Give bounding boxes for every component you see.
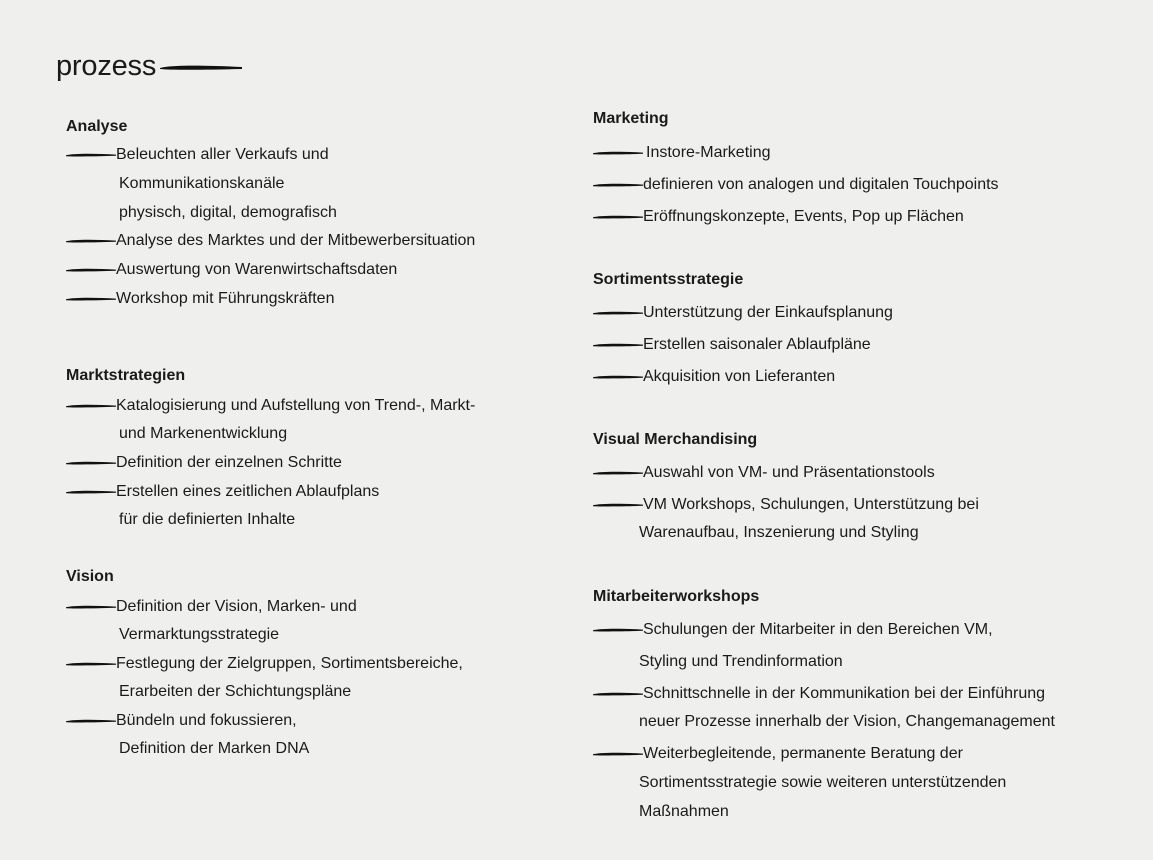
list-bullet-dash (593, 342, 643, 348)
list-bullet-dash (66, 718, 116, 724)
list-item-text: definieren von analogen und digitalen Touchpoints (643, 176, 999, 193)
list-bullet-dash (66, 661, 116, 667)
list-item-text: Weiterbegleitende, permanente Beratung der (643, 745, 963, 762)
list-item-text: Auswertung von Warenwirtschaftsdaten (116, 261, 398, 278)
section-heading: Marketing (593, 110, 669, 127)
list-bullet-dash (66, 267, 116, 273)
list-item-text: Analyse des Marktes und der Mitbewerbersituation (116, 232, 476, 249)
list-bullet-dash (593, 502, 643, 508)
list-bullet-dash (593, 310, 643, 316)
list-item-continuation: neuer Prozesse innerhalb der Vision, Changemanagement (639, 713, 1055, 730)
list-bullet-dash (593, 182, 643, 188)
list-item-continuation: Styling und Trendinformation (639, 653, 843, 670)
list-item-continuation: Kommunikationskanäle (119, 175, 285, 192)
list-item-continuation: Vermarktungsstrategie (119, 626, 280, 643)
list-bullet-dash (66, 238, 116, 244)
list-item-text: Instore-Marketing (646, 144, 771, 161)
list-item-text: Erstellen eines zeitlichen Ablaufplans (116, 483, 380, 500)
list-bullet-dash (66, 489, 116, 495)
list-bullet-dash (66, 460, 116, 466)
section-heading: Marktstrategien (66, 367, 186, 384)
section-heading: Analyse (66, 118, 128, 135)
section-heading: Sortimentsstrategie (593, 271, 744, 288)
list-bullet-dash (66, 403, 116, 409)
list-bullet-dash (593, 470, 643, 476)
list-bullet-dash (593, 374, 643, 380)
list-bullet-dash (66, 296, 116, 302)
list-item-text: Definition der einzelnen Schritte (116, 454, 342, 471)
list-bullet-dash (593, 627, 643, 633)
page-title: prozess (56, 50, 157, 82)
section-heading: Vision (66, 568, 114, 585)
list-item-text: Erstellen saisonaler Ablaufpläne (643, 336, 871, 353)
list-item-text: Workshop mit Führungskräften (116, 290, 335, 307)
list-bullet-dash (66, 604, 116, 610)
list-item-text: Unterstützung der Einkaufsplanung (643, 304, 893, 321)
list-bullet-dash (593, 150, 643, 156)
list-item-continuation: Sortimentsstrategie sowie weiteren unterstützenden (639, 774, 1007, 791)
list-item-text: Festlegung der Zielgruppen, Sortimentsbereiche, (116, 655, 463, 672)
list-item-text: Bündeln und fokussieren, (116, 712, 297, 729)
list-item-text: Definition der Vision, Marken- und (116, 598, 357, 615)
title-dash-stroke (160, 64, 242, 71)
list-item-text: Auswahl von VM- und Präsentationstools (643, 464, 935, 481)
list-item-continuation: Warenaufbau, Inszenierung und Styling (639, 524, 919, 541)
list-item-continuation: physisch, digital, demografisch (119, 204, 337, 221)
list-item-text: Beleuchten aller Verkaufs und (116, 146, 329, 163)
list-item-text: Schulungen der Mitarbeiter in den Bereichen VM, (643, 621, 993, 638)
list-item-continuation: Definition der Marken DNA (119, 740, 310, 757)
list-item-continuation: für die definierten Inhalte (119, 511, 296, 528)
list-item-continuation: Maßnahmen (639, 803, 729, 820)
list-bullet-dash (593, 751, 643, 757)
list-item-text: Akquisition von Lieferanten (643, 368, 836, 385)
list-item-text: VM Workshops, Schulungen, Unterstützung bei (643, 496, 979, 513)
section-heading: Visual Merchandising (593, 431, 758, 448)
list-item-continuation: Erarbeiten der Schichtungspläne (119, 683, 352, 700)
list-item-continuation: und Markenentwicklung (119, 425, 288, 442)
list-bullet-dash (593, 691, 643, 697)
list-item-text: Katalogisierung und Aufstellung von Trend-, Markt- (116, 397, 476, 414)
section-heading: Mitarbeiterworkshops (593, 588, 760, 605)
list-item-text: Schnittschnelle in der Kommunikation bei der Einführung (643, 685, 1046, 702)
list-bullet-dash (593, 214, 643, 220)
list-bullet-dash (66, 152, 116, 158)
list-item-text: Eröffnungskonzepte, Events, Pop up Flächen (643, 208, 964, 225)
